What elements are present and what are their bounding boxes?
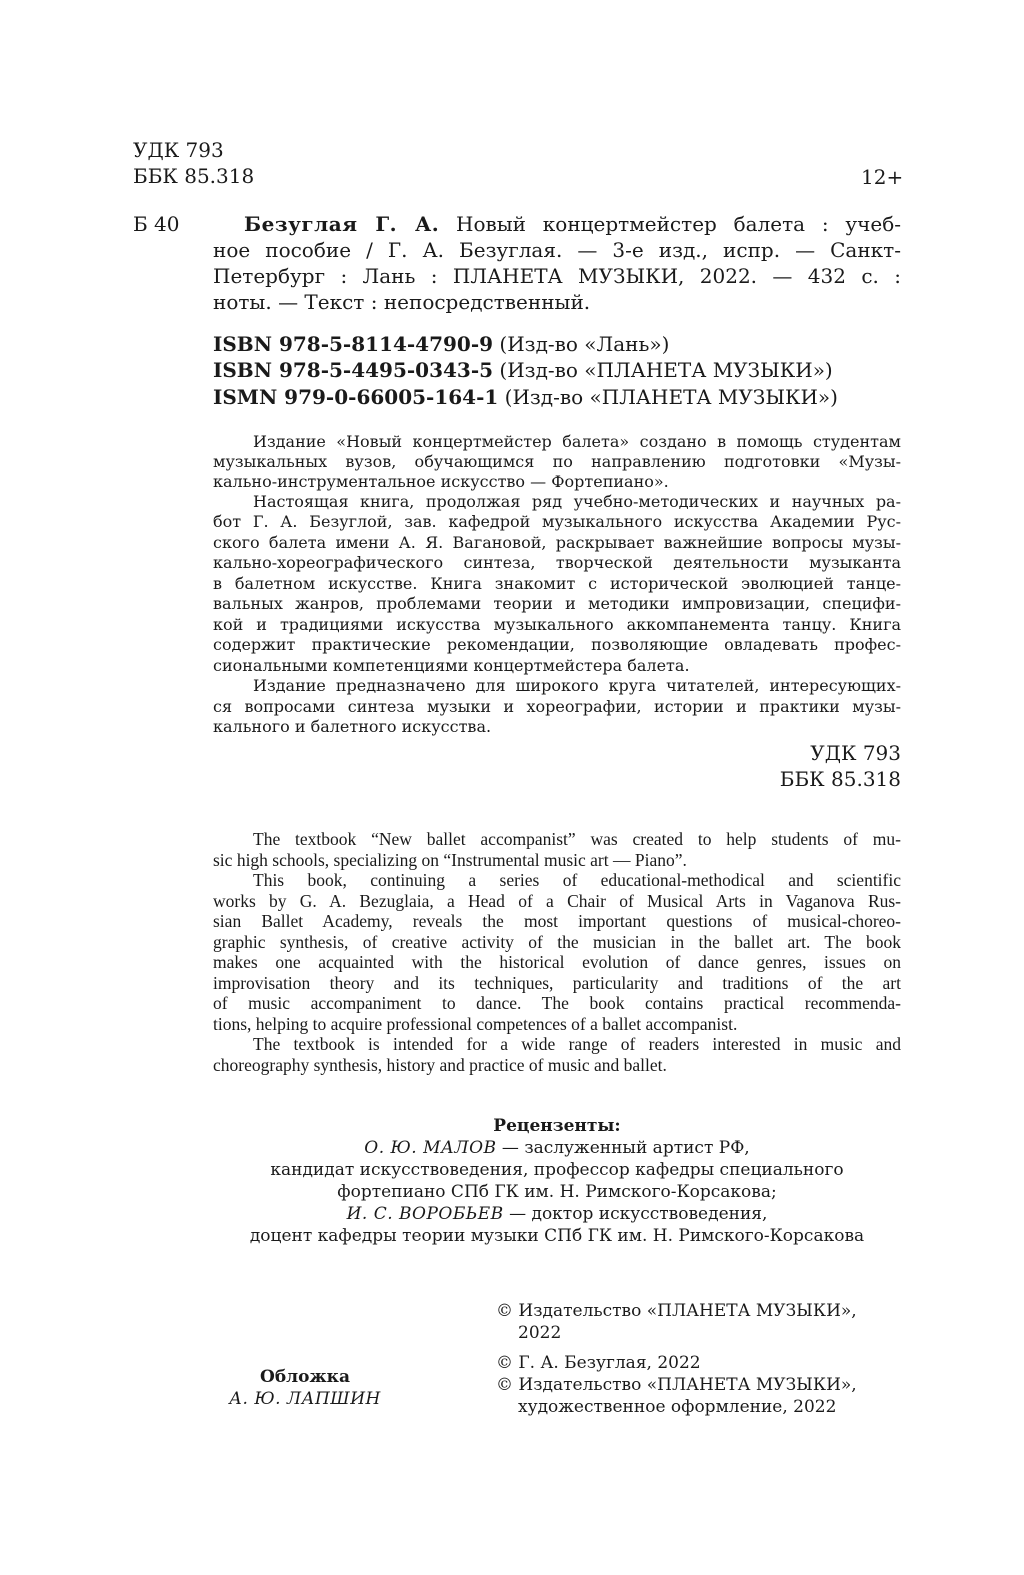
annotation-ru-line: содержит практические рекомендации, позволяющие овладевать профес-	[213, 635, 901, 654]
catalog-line-1: Безуглая Г. А. Новый концертмейстер балета : учеб-	[244, 212, 902, 236]
copyright-line: 2022	[518, 1323, 562, 1343]
bbk-code-bottom: ББК 85.318	[779, 767, 901, 791]
bbk-code-top: ББК 85.318	[133, 164, 255, 188]
reviewers-title: Рецензенты:	[493, 1116, 621, 1136]
cover-designer-name: А. Ю. ЛАПШИН	[229, 1389, 381, 1409]
reviewer-line: фортепиано СПб ГК им. Н. Римского-Корсакова;	[337, 1182, 777, 1202]
author-index: Б 40	[133, 212, 180, 236]
reviewer-line: И. С. ВОРОБЬЕВ — доктор искусствоведения,	[346, 1204, 768, 1224]
annotation-en-line: tions, helping to acquire professional competences of a ballet accompanist.	[213, 1014, 738, 1034]
age-rating: 12+	[861, 165, 904, 189]
copyright-line: художественное оформление, 2022	[518, 1397, 837, 1417]
reviewers-block	[213, 1115, 901, 1247]
annotation-en-line: The textbook is intended for a wide range of readers interested in music and	[253, 1034, 901, 1054]
annotation-ru-line: ся вопросами синтеза музыки и хореографии, истории и практики музы-	[213, 697, 901, 716]
annotation-ru-line: Издание «Новый концертмейстер балета» создано в помощь студентам	[253, 432, 901, 451]
ismn-line: ISMN 979-0-66005-164-1 (Изд-во «ПЛАНЕТА МУЗЫКИ»)	[213, 385, 838, 409]
udk-code-bottom: УДК 793	[810, 741, 901, 765]
annotation-en-line: sian Ballet Academy, reveals the most important questions of musical-choreo-	[213, 911, 901, 931]
copyright-line: © Г. А. Безуглая, 2022	[496, 1353, 701, 1373]
cover-designer	[200, 1366, 410, 1410]
reviewer-line: кандидат искусствоведения, профессор кафедры специального	[270, 1160, 844, 1180]
annotation-ru-line: вальных жанров, проблемами теории и методики импровизации, специфи-	[213, 594, 901, 613]
annotation-ru-line: кального и балетного искусства.	[213, 717, 492, 736]
annotation-en-line: graphic synthesis, of creative activity of the musician in the ballet art. The book	[213, 932, 901, 952]
catalog-line-2: ное пособие / Г. А. Безуглая. — 3-е изд., испр. — Санкт-	[213, 238, 901, 262]
annotation-en-line: sic high schools, specializing on “Instrumental music art — Piano”.	[213, 850, 687, 870]
annotation-ru-line: музыкальных вузов, обучающимся по направлению подготовки «Музы-	[213, 452, 901, 471]
catalog-line-3: Петербург : Лань : ПЛАНЕТА МУЗЫКИ, 2022. — 432 с. :	[213, 264, 901, 288]
annotation-en-line: of music accompaniment to dance. The book contains practical recommenda-	[213, 993, 901, 1013]
annotation-ru-line: сиональными компетенциями концертмейстера балета.	[213, 656, 690, 675]
copyright-line: © Издательство «ПЛАНЕТА МУЗЫКИ»,	[496, 1301, 857, 1321]
annotation-ru-line: кально-хореографического синтеза, творческой деятельности музыканта	[213, 553, 901, 572]
reviewer-name: И. С. ВОРОБЬЕВ	[346, 1204, 504, 1224]
annotation-en-line: The textbook “New ballet accompanist” was created to help students of mu-	[253, 829, 901, 849]
annotation-en-line: works by G. A. Bezuglaia, a Head of a Chair of Musical Arts in Vaganova Rus-	[213, 891, 901, 911]
author-name: Безуглая Г. А.	[244, 212, 440, 236]
annotation-ru-line: ского балета имени А. Я. Вагановой, раскрывает важнейшие вопросы музы-	[213, 533, 901, 552]
reviewer-line: доцент кафедры теории музыки СПб ГК им. Н. Римского-Корсакова	[249, 1226, 865, 1246]
annotation-en-line: choreography synthesis, history and practice of music and ballet.	[213, 1055, 667, 1075]
annotation-ru-line: в балетном искусстве. Книга знакомит с исторической эволюцией танце-	[213, 574, 901, 593]
isbn-line: ISBN 978-5-8114-4790-9 (Изд-во «Лань»)	[213, 332, 670, 356]
annotation-ru-line: Настоящая книга, продолжая ряд учебно-методических и научных ра-	[253, 492, 901, 511]
reviewer-name: О. Ю. МАЛОВ	[364, 1138, 497, 1158]
annotation-ru-line: Издание предназначено для широкого круга читателей, интересующих-	[253, 676, 901, 695]
isbn-line: ISBN 978-5-4495-0343-5 (Изд-во «ПЛАНЕТА МУЗЫКИ»)	[213, 358, 833, 382]
udk-code-top: УДК 793	[133, 138, 224, 162]
annotation-ru-line: бот Г. А. Безуглой, зав. кафедрой музыкального искусства Академии Рус-	[213, 512, 901, 531]
reviewer-line: О. Ю. МАЛОВ — заслуженный артист РФ,	[364, 1138, 750, 1158]
cover-title: Обложка	[260, 1367, 350, 1387]
annotation-ru-line: кально-инструментальное искусство — Фортепиано».	[213, 472, 669, 491]
catalog-line-4: ноты. — Текст : непосредственный.	[213, 290, 591, 314]
annotation-en-line: makes one acquainted with the historical evolution of dance genres, issues on	[213, 952, 901, 972]
annotation-ru-line: кой и традициями искусства музыкального аккомпанемента танцу. Книга	[213, 615, 901, 634]
annotation-en-line: improvisation theory and its techniques, particularity and traditions of the art	[213, 973, 901, 993]
copyright-line: © Издательство «ПЛАНЕТА МУЗЫКИ»,	[496, 1375, 857, 1395]
annotation-en-line: This book, continuing a series of educational-methodical and scientific	[253, 870, 901, 890]
